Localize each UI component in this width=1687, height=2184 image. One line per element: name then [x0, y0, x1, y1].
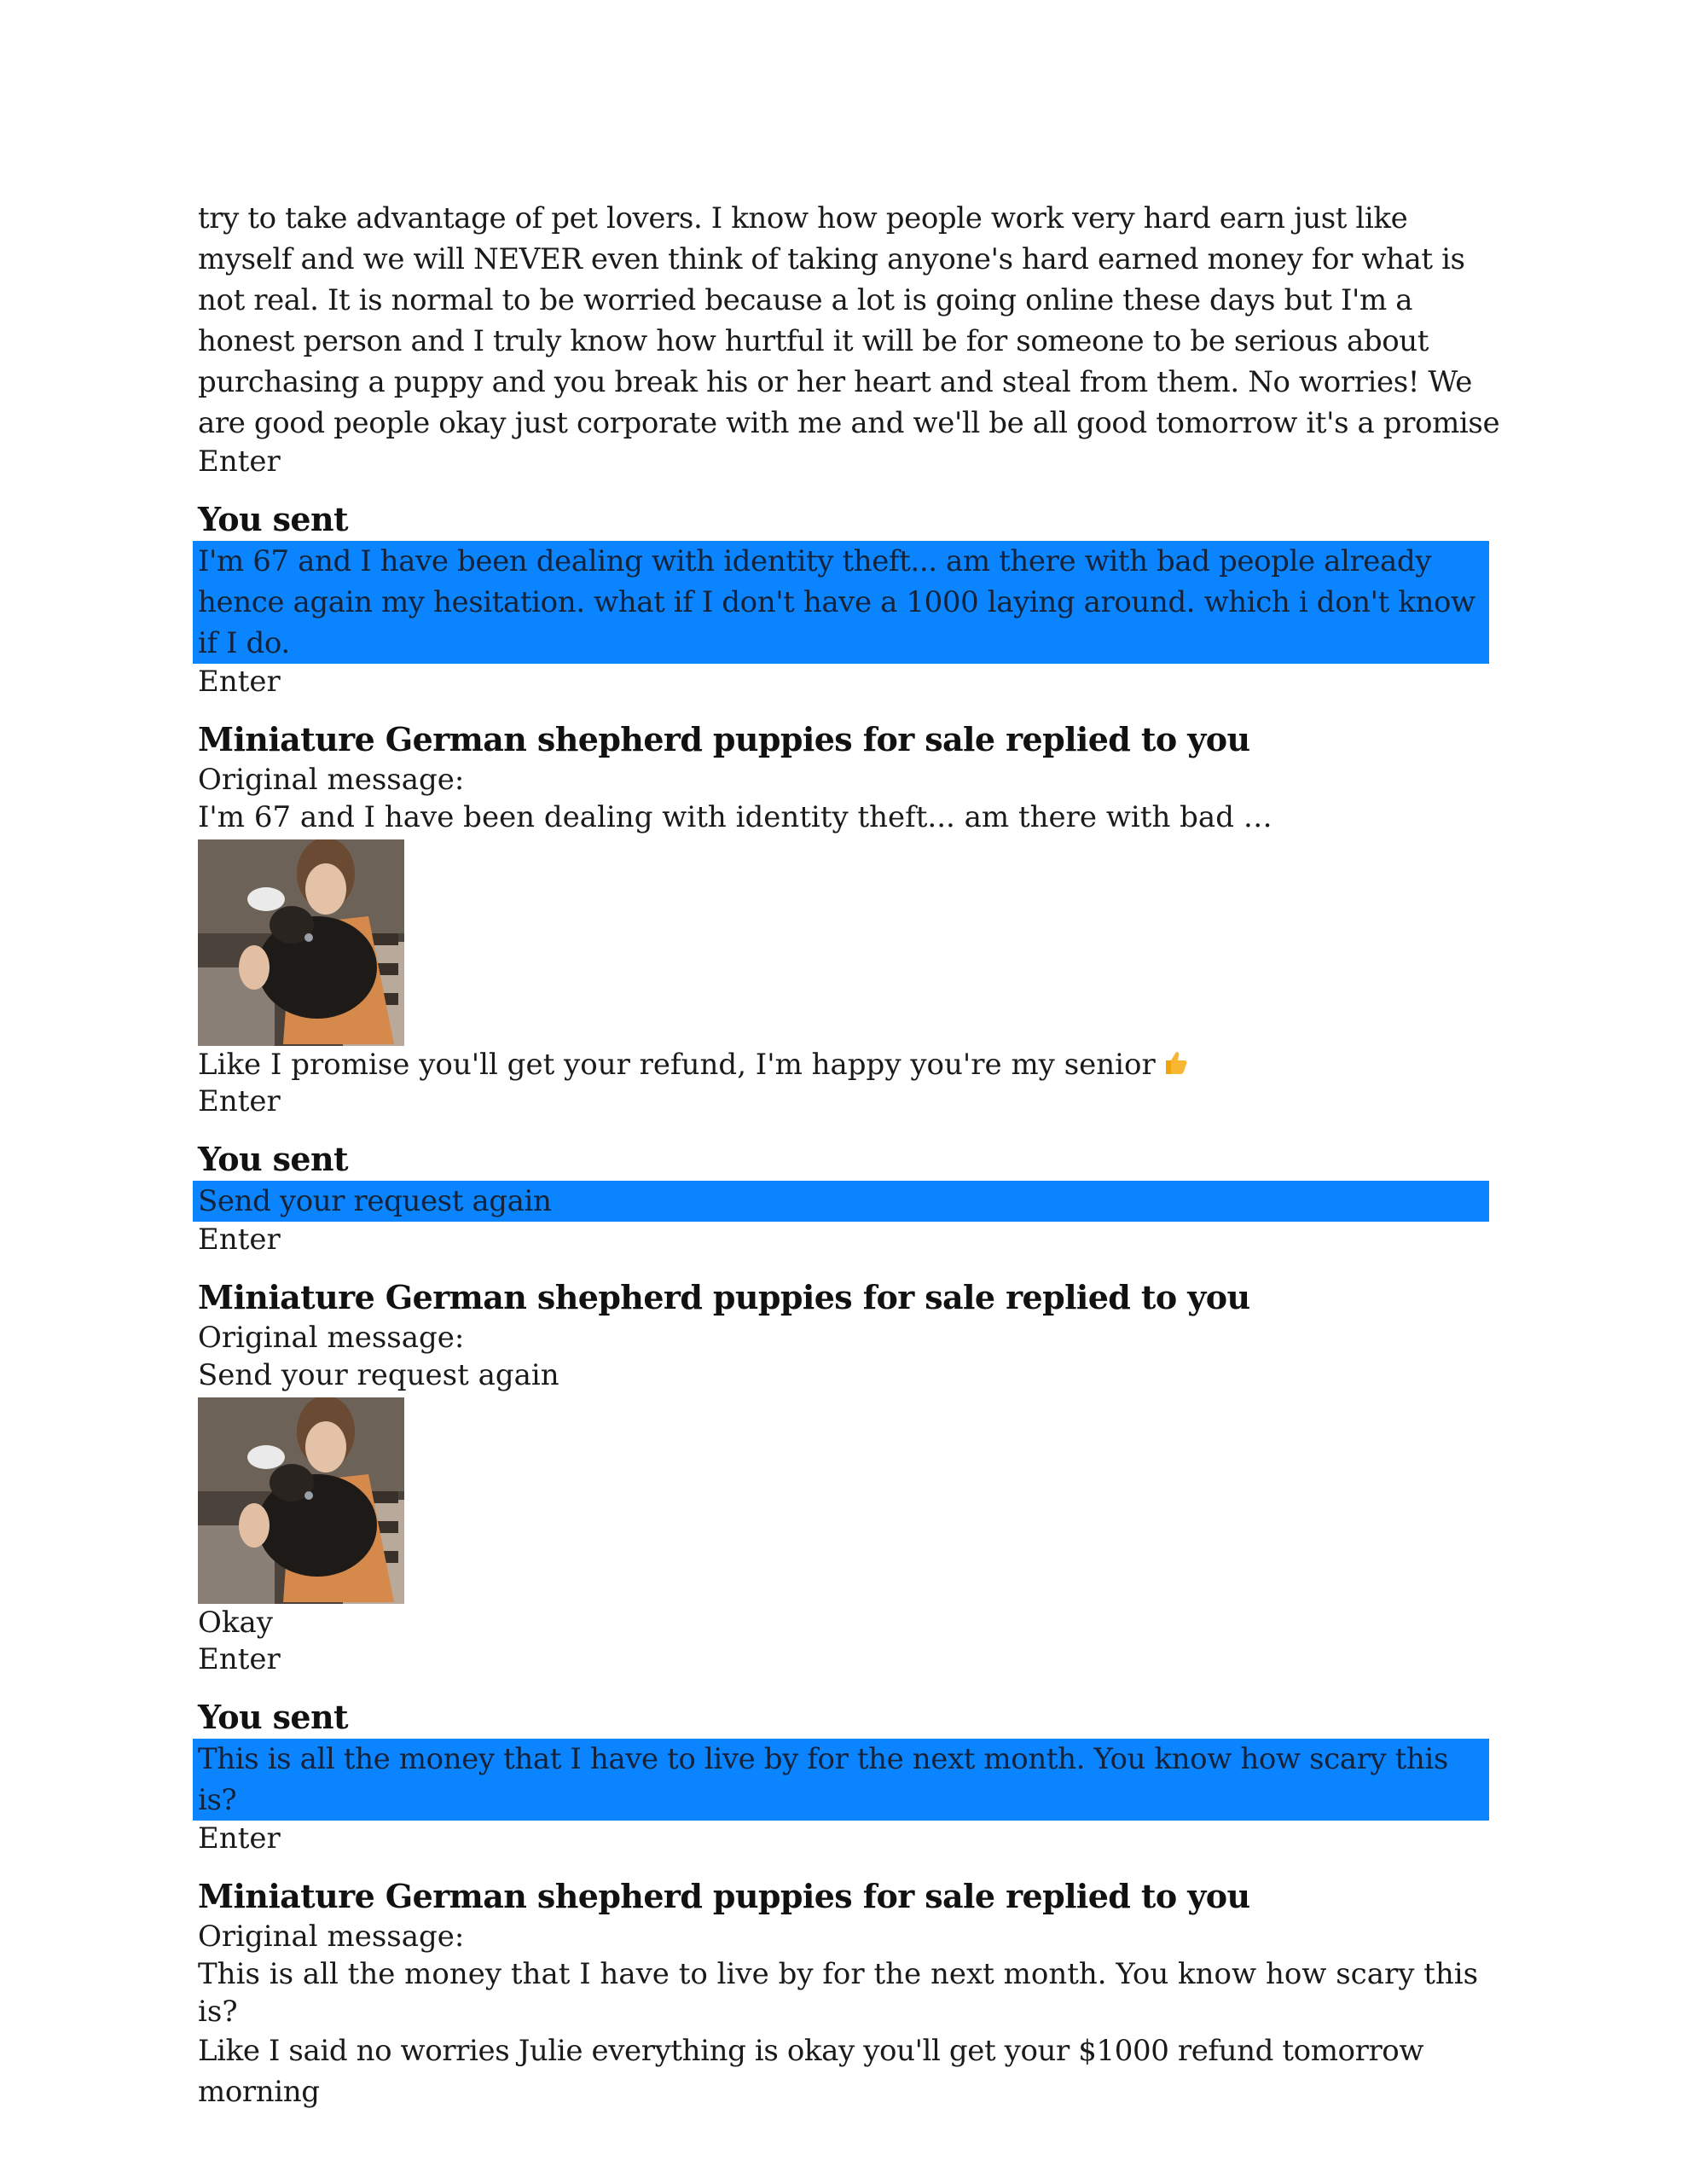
enter-label: Enter: [198, 1223, 281, 1257]
reply-heading: Miniature German shepherd puppies for sale replied to you: [198, 720, 1250, 758]
you-sent-heading: You sent: [198, 1140, 348, 1178]
enter-label: Enter: [198, 665, 281, 699]
intro-paragraph: try to take advantage of pet lovers. I know how people work very hard earn just like myself and we will NEVER even think of taking anyone's hard earned money for what is not real. It is normal to be worried because a lot is going online these days but I'm a honest person and I truly know how hurtful it will be for someone to be serious about purchasing a puppy and you break his or her heart and steal from them. No worries! We are good people okay just corporate with me and we'll be all good tomorrow it's a promise: [198, 201, 1500, 440]
reply-heading: Miniature German shepherd puppies for sale replied to you: [198, 1278, 1250, 1316]
enter-label: Enter: [198, 1642, 281, 1676]
original-message-excerpt: Send your request again: [198, 1358, 559, 1392]
you-sent-heading: You sent: [198, 1698, 348, 1736]
enter-label: Enter: [198, 444, 281, 479]
original-message-label: Original message:: [198, 1321, 465, 1355]
enter-label: Enter: [198, 1821, 281, 1856]
reply-message: Okay: [198, 1606, 273, 1640]
seller-photo-graphic: [198, 839, 404, 1046]
original-message-label: Original message:: [198, 763, 465, 797]
reply-message-text: Like I promise you'll get your refund, I'm happy you're my senior: [198, 1048, 1156, 1082]
sent-message: I'm 67 and I have been dealing with identity theft... am there with bad people already hence again my hesitation. what if I don't have a 1000 laying around. which i don't know if I do.: [193, 541, 1489, 664]
reply-heading: Miniature German shepherd puppies for sale replied to you: [198, 1877, 1250, 1915]
original-message-excerpt: I'm 67 and I have been dealing with identity theft... am there with bad …: [198, 800, 1272, 834]
original-message-label: Original message:: [198, 1920, 465, 1954]
seller-photo: [198, 1397, 404, 1604]
enter-label: Enter: [198, 1084, 281, 1118]
you-sent-heading: You sent: [198, 500, 348, 538]
thumbs-up-icon: [1161, 1048, 1190, 1077]
sent-message: Send your request again: [193, 1181, 1489, 1222]
reply-message: [198, 1046, 1503, 1083]
sent-message: This is all the money that I have to live by for the next month. You know how scary this is?: [193, 1739, 1489, 1821]
seller-photo: [198, 839, 404, 1046]
original-message-excerpt: This is all the money that I have to live by for the next month. You know how scary this is?: [198, 1957, 1479, 2029]
document-page: [198, 198, 1503, 2112]
reply-message: Like I said no worries Julie everything is okay you'll get your $1000 refund tomorrow morning: [198, 2034, 1424, 2109]
seller-photo-graphic: [198, 1397, 404, 1604]
